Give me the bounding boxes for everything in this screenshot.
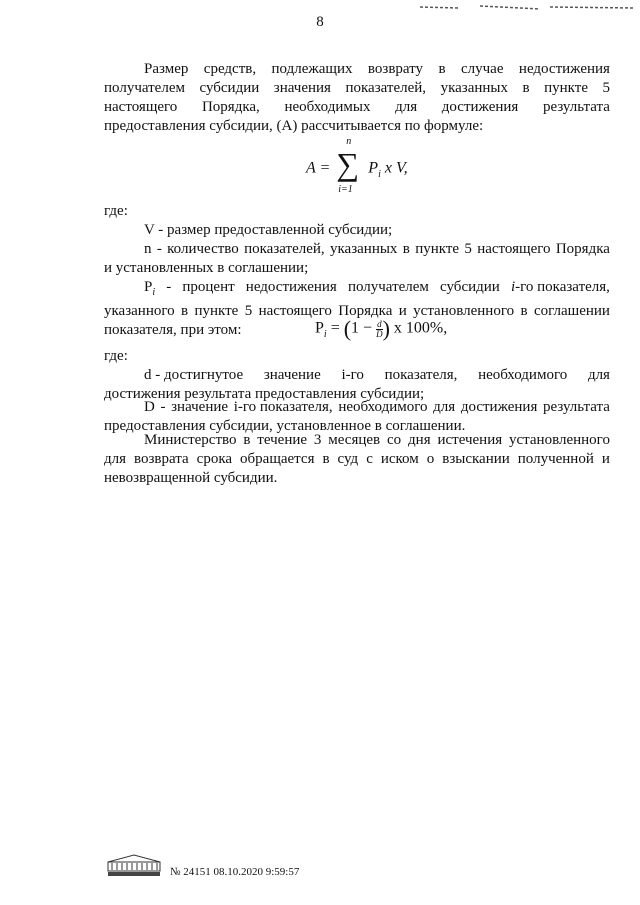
word: Порядка [555, 241, 610, 257]
intro-line-1 [104, 60, 610, 79]
formula-a-lhs: A = [306, 159, 331, 177]
word: взыскании [442, 451, 510, 467]
word: i-го показателя, [233, 399, 333, 415]
fraction-denominator: D [376, 328, 383, 339]
word: срока [196, 451, 233, 467]
formula-p-lhs-sub: i [323, 328, 327, 340]
word: указанных [440, 80, 508, 96]
registration-footer: № 24151 08.10.2020 9:59:57 [170, 866, 300, 878]
word: недостижения [245, 279, 337, 295]
word: необходимого [338, 399, 428, 415]
word: субсидии [440, 279, 500, 295]
word: субсидии [199, 80, 260, 96]
word: в [322, 451, 330, 467]
word: 5 [464, 241, 472, 257]
word: i-го [341, 367, 364, 383]
word: в [243, 432, 251, 448]
word: значение [263, 367, 321, 383]
word: Министерство [144, 432, 237, 448]
word: Порядка, [201, 99, 260, 115]
word: указанных [330, 241, 398, 257]
registration-stamp-icon [104, 852, 164, 878]
word: месяцев [328, 432, 381, 448]
word: средств, [203, 61, 257, 77]
word: пункте [415, 241, 460, 257]
word: для [104, 451, 127, 467]
word: настоящего [477, 241, 551, 257]
n-line-2: и установленных в соглашении; [104, 260, 309, 276]
intro-line-3 [104, 98, 610, 117]
formula-p-one: 1 − [351, 319, 377, 337]
dd-line-2: предоставления субсидии, установленное в соглашении. [104, 418, 466, 434]
word: течение [257, 432, 308, 448]
sum-operator [334, 136, 364, 195]
word: результата [543, 399, 610, 415]
formula-p-eq: = [326, 319, 344, 337]
word: 5 [244, 303, 253, 319]
word: случае [460, 61, 504, 77]
word: иском [380, 451, 419, 467]
word: указанного [104, 303, 175, 319]
sum-symbol: ∑ [336, 146, 360, 182]
where-label: где: [104, 203, 128, 219]
v-definition: V - размер предоставленной субсидии; [144, 222, 393, 238]
ministry-paragraph [104, 431, 610, 488]
word: достижения [460, 399, 538, 415]
d-line-1 [104, 366, 610, 385]
word: и [601, 451, 610, 467]
word: получателем [347, 279, 429, 295]
word: установленного [509, 432, 610, 448]
word: необходимого [478, 367, 568, 383]
ministry-line-2 [104, 450, 610, 469]
word: значение [171, 399, 229, 415]
word: подлежащих [271, 61, 353, 77]
word: с [366, 451, 373, 467]
word: пункте [194, 303, 239, 319]
formula-p [315, 316, 447, 342]
n-line-1 [104, 240, 610, 259]
word: 3 [313, 432, 322, 448]
word: показателей, [345, 80, 427, 96]
word: в [522, 80, 530, 96]
ministry-line-3: невозвращенной субсидии. [104, 470, 278, 486]
word: результата [542, 99, 610, 115]
formula-a [306, 136, 408, 195]
word: недостижения [518, 61, 610, 77]
word: установленного [413, 303, 515, 319]
formula-p-close-paren: ) [382, 316, 390, 341]
formula-p-lhs: P [315, 319, 324, 337]
word: в [402, 241, 410, 257]
word: настоящего [258, 303, 332, 319]
page-number: 8 [316, 14, 324, 30]
word: для [433, 399, 456, 415]
word: 5 [602, 80, 610, 96]
word: - [166, 279, 172, 295]
where-block-1 [104, 202, 610, 240]
word: Порядка [338, 303, 393, 319]
where-label: где: [104, 348, 128, 364]
word: n [144, 241, 152, 257]
word: со [387, 432, 402, 448]
fraction-numerator: d [377, 318, 382, 329]
word: настоящего [104, 99, 178, 115]
p-symbol: $P_i$ [144, 279, 156, 298]
word: для [587, 367, 610, 383]
dd-line-1 [104, 398, 610, 417]
word: - [160, 399, 166, 415]
intro-line-4: предоставления субсидии, (А) рассчитывается по формуле: [104, 118, 484, 134]
formula-p-rest: x 100%, [389, 319, 448, 337]
word: дня [408, 432, 431, 448]
word: возврату [367, 61, 424, 77]
word: соглашении [533, 303, 610, 319]
word: суд [337, 451, 359, 467]
word: D [144, 399, 155, 415]
word: показателя, [384, 367, 458, 383]
word: возврата [134, 451, 189, 467]
formula-a-term: P [368, 159, 379, 177]
formula-a-rest: x V, [380, 159, 408, 177]
word: в [520, 303, 528, 319]
p-line-3: показателя, при этом: [104, 322, 242, 338]
word: необходимых [284, 99, 371, 115]
word: получателем [104, 80, 185, 96]
word: обращается [240, 451, 315, 467]
word: показателей, [244, 241, 325, 257]
n-definition [104, 240, 610, 278]
word: достижения [441, 99, 519, 115]
intro-paragraph [104, 60, 610, 136]
word: полученной [517, 451, 594, 467]
sum-lower-limit: i=1 [338, 184, 353, 195]
formula-p-open-paren: ( [343, 316, 352, 341]
word: Размер [144, 61, 189, 77]
word: количество [167, 241, 239, 257]
sum-upper-limit: n [346, 136, 352, 147]
d-line-2: достижения результата предоставления субсидии; [104, 386, 425, 402]
word: d - достигнутое [144, 367, 244, 383]
p-line-1 [104, 278, 610, 302]
ministry-line-1 [104, 431, 610, 450]
where-block-2 [104, 347, 610, 404]
formula-a-term-sub: i [378, 168, 381, 180]
word: i-го показателя, [510, 279, 610, 295]
word: для [395, 99, 418, 115]
word: о [426, 451, 435, 467]
word: в [438, 61, 446, 77]
word: процент [182, 279, 235, 295]
word: в [181, 303, 189, 319]
intro-line-2 [104, 79, 610, 98]
word: значения [273, 80, 331, 96]
scan-noise [400, 0, 640, 8]
word: пункте [544, 80, 588, 96]
word: - [156, 241, 162, 257]
word: истечения [437, 432, 503, 448]
word: и [398, 303, 407, 319]
